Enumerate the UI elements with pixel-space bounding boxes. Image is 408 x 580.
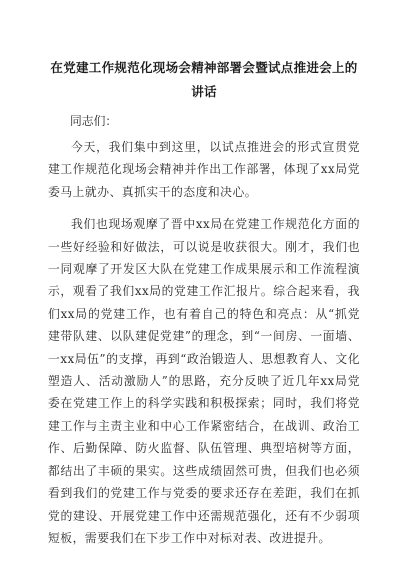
paragraph-2: 我们也现场观摩了晋中xx局在党建工作规范化方面的一些好经验和好做法，可以说是收获很大。刚才，我们也一同观摩了开发区大队在党建工作成果展示和工作流程演示，观看了我们xx局的党建工作汇报片。综合起来看，我们xx局的党建工作，也有着自己的特色和亮点：从“抓党建带队建、以队建促党建”的理念，到“一间房、一面墙、一xx局伍”的支撑，再到“政治锻造人、思想教育人、文化塑造人、活动激励人”的思路，充分反映了近几年xx局党委在党建工作上的科学实践和积极探索；同时，我们将党建工作与主责主业和中心工作紧密结合，在战训、政治工作、后勤保障、防火监督、队伍管理、典型培树等方面，都结出了丰硕的果实。这些成绩固然可贵，但我们也必须看到我们的党建工作与党委的要求还存在差距，我们在抓党的建设、开展党建工作中还需规范强化，还有不少弱项短板，需要我们在下步工作中对标对表、改进提升。 [48,217,360,545]
salutation: 同志们： [70,114,118,128]
document-title: 在党建工作规范化现场会精神部署会暨试点推进会上的讲话 [50,60,358,99]
paragraph-1: 今天，我们集中到这里，以试点推进会的形式宣贯党建工作规范化现场会精神并作出工作部署，体现了xx局党委马上就办、真抓实干的态度和决心。 [48,140,360,199]
